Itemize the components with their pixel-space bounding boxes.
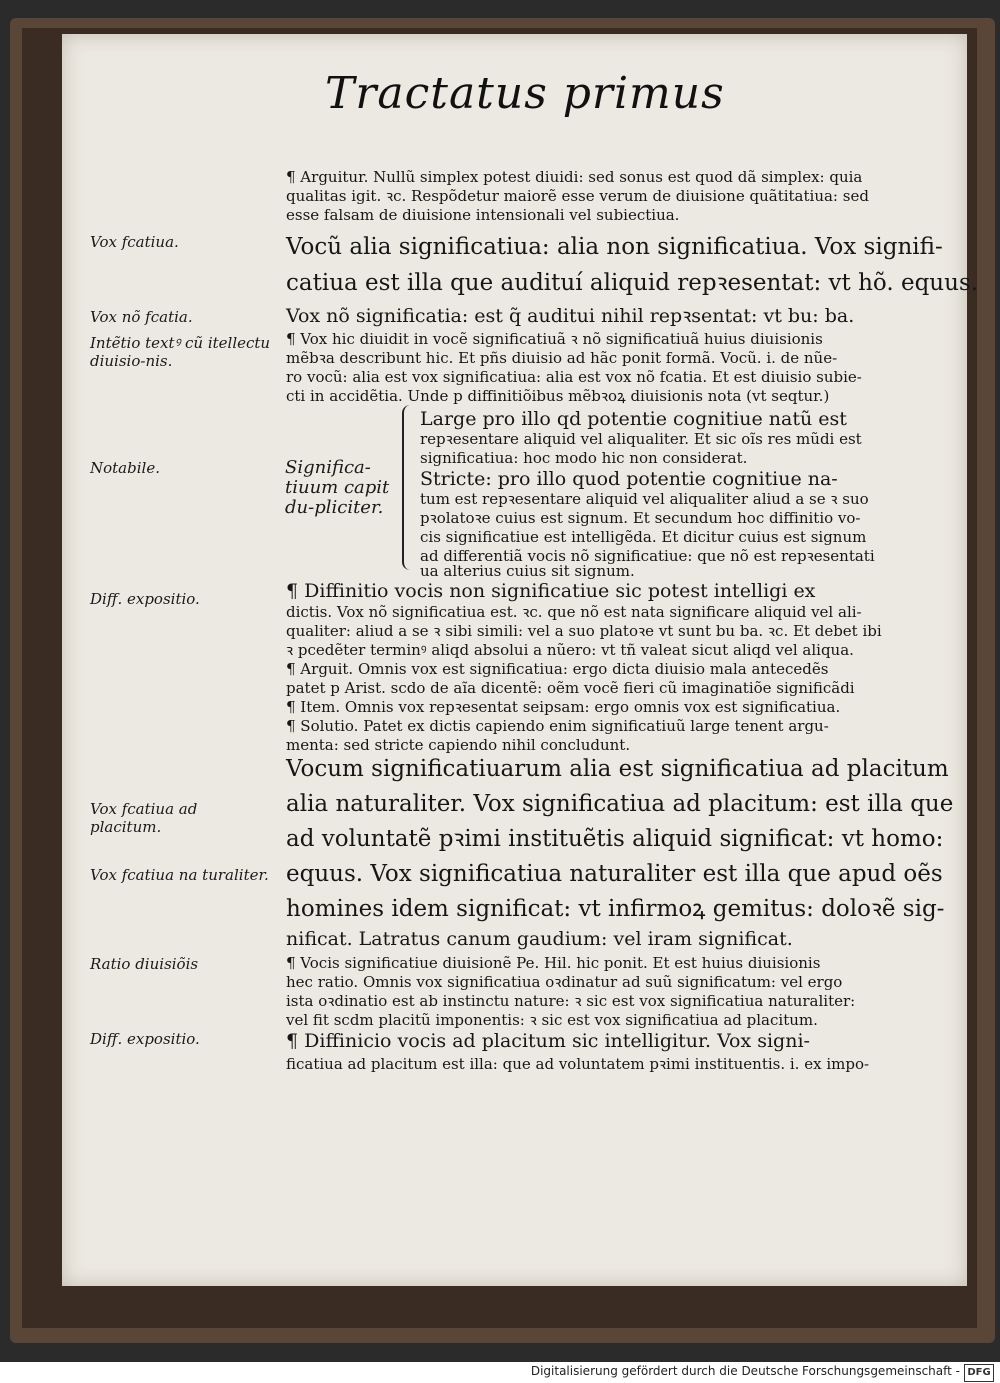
text-line: qualitas igit. ꝛc. Respõdetur maiorẽ esse verum de diuisione quãtitatiua: sed: [286, 187, 869, 205]
margin-note: Vox fcatiua.: [90, 233, 179, 251]
text-line: hec ratio. Omnis vox significatiua oꝛdinatur ad suũ significatum: vel ergo: [286, 973, 843, 991]
text-line: tum est repꝛesentare aliquid vel aliqualiter aliud a se ꝛ suo: [420, 490, 869, 508]
margin-note: Ratio diuisiõis: [90, 955, 199, 973]
text-line: ro vocũ: alia est vox significatiua: alia est vox nõ fcatia. Et est diuisio subie-: [286, 368, 862, 386]
dfg-logo: DFG: [964, 1364, 994, 1382]
brace: [402, 405, 414, 570]
text-line: ad differentiã vocis nõ significatiue: que nõ est repꝛesentati: [420, 547, 875, 565]
text-line: ¶ Vocis significatiue diuisionẽ Pe. Hil. hic ponit. Et est huius diuisionis: [286, 954, 821, 972]
text-line: ¶ Arguitur. Nullũ simplex potest diuidi: sed sonus est quod dã simplex: quia: [286, 168, 863, 186]
text-line: repꝛesentare aliquid vel aliqualiter. Et sic oĩs res mũdi est: [420, 430, 862, 448]
text-line: equus. Vox significatiua naturaliter est illa que apud oẽs: [286, 861, 943, 887]
text-line: patet p Arist. scdo de aĩa dicentẽ: oẽm vocẽ fieri cũ imaginatiõe significãdi: [286, 679, 855, 697]
text-line: Large pro illo qd potentie cognitiue natũ est: [420, 408, 847, 430]
text-line: ¶ Vox hic diuidit in vocẽ significatiuã ꝛ nõ significatiuã huius diuisionis: [286, 330, 823, 348]
margin-note: Notabile.: [90, 459, 160, 477]
text-line: cti in accidẽtia. Unde p diffinitiõibus mẽbꝛoꝝ diuisionis nota (vt seqtur.): [286, 387, 830, 405]
margin-note: Vox fcatiua na turaliter.: [90, 866, 269, 884]
text-line: Vocum significatiuarum alia est significatiua ad placitum: [286, 756, 949, 782]
text-line: homines idem significat: vt infirmoꝝ gemitus: doloꝛẽ sig-: [286, 896, 945, 922]
text-line: ¶ Diffinicio vocis ad placitum sic intelligitur. Vox signi-: [286, 1030, 810, 1052]
text-line: alia naturaliter. Vox significatiua ad placitum: est illa que: [286, 791, 954, 817]
text-line: significatiua: hoc modo hic non considerat.: [420, 449, 748, 467]
text-line: catiua est illa que audituí aliquid repꝛesentat: vt hõ. equus.: [286, 270, 979, 296]
margin-note: Intẽtio textꝰ cũ itellectu diuisio-nis.: [90, 334, 271, 370]
text-line: esse falsam de diuisione intensionali vel subiectiua.: [286, 206, 680, 224]
margin-note: Diff. expositio.: [90, 590, 200, 608]
margin-note: Diff. expositio.: [90, 1030, 200, 1048]
text-line: ista oꝛdinatio est ab instinctu nature: ꝛ sic est vox significatiua naturaliter:: [286, 992, 856, 1010]
text-line: qualiter: aliud a se ꝛ sibi simili: vel a suo platoꝛe vt sunt bu ba. ꝛc. Et debet ibi: [286, 622, 882, 640]
text-line: ua alterius cuius sit signum.: [420, 562, 635, 580]
text-line: dictis. Vox nõ significatiua est. ꝛc. que nõ est nata significare aliquid vel ali-: [286, 603, 862, 621]
margin-note: Significa-tiuum capit du-pliciter.: [285, 457, 390, 518]
text-line: Vox nõ significatia: est q̃ auditui nihil repꝛsentat: vt bu: ba.: [286, 305, 855, 327]
footer-credit: Digitalisierung gefördert durch die Deutsche Forschungsgemeinschaft -: [530, 1364, 960, 1378]
text-line: vel fit scdm placitũ imponentis: ꝛ sic est vox significatiua ad placitum.: [286, 1011, 818, 1029]
text-line: mẽbꝛa describunt hic. Et pñs diuisio ad hãc ponit formã. Vocũ. i. de nũe-: [286, 349, 838, 367]
margin-note: Vox nõ fcatia.: [90, 308, 193, 326]
text-line: menta: sed stricte capiendo nihil concludunt.: [286, 736, 631, 754]
text-line: Vocũ alia significatiua: alia non significatiua. Vox signifi-: [286, 234, 943, 260]
text-line: nificat. Latratus canum gaudium: vel iram significat.: [286, 928, 793, 950]
text-line: ¶ Arguit. Omnis vox est significatiua: ergo dicta diuisio mala antecedẽs: [286, 660, 829, 678]
text-line: ¶ Item. Omnis vox repꝛesentat seipsam: ergo omnis vox est significatiua.: [286, 698, 841, 716]
text-line: ¶ Solutio. Patet ex dictis capiendo enim significatiuũ large tenent argu-: [286, 717, 829, 735]
text-line: ad voluntatẽ pꝛimi instituẽtis aliquid significat: vt homo:: [286, 826, 944, 852]
page-title: Tractatus primus: [325, 68, 725, 119]
margin-note: Vox fcatiua ad placitum.: [90, 800, 198, 836]
text-line: ꝛ pcedẽter terminꝰ aliqd absolui a nũero: vt tñ valeat sicut aliqd vel aliqua.: [286, 641, 854, 659]
footer-bar: [0, 1362, 1000, 1383]
text-line: ficatiua ad placitum est illa: que ad voluntatem pꝛimi instituentis. i. ex impo-: [286, 1055, 870, 1073]
text-line: pꝛolatoꝛe cuius est signum. Et secundum hoc diffinitio vo-: [420, 509, 861, 527]
text-line: Stricte: pro illo quod potentie cognitiue na-: [420, 468, 838, 490]
text-line: cis significatiue est intelligẽda. Et dicitur cuius est signum: [420, 528, 867, 546]
text-line: ¶ Diffinitio vocis non significatiue sic potest intelligi ex: [286, 580, 816, 602]
